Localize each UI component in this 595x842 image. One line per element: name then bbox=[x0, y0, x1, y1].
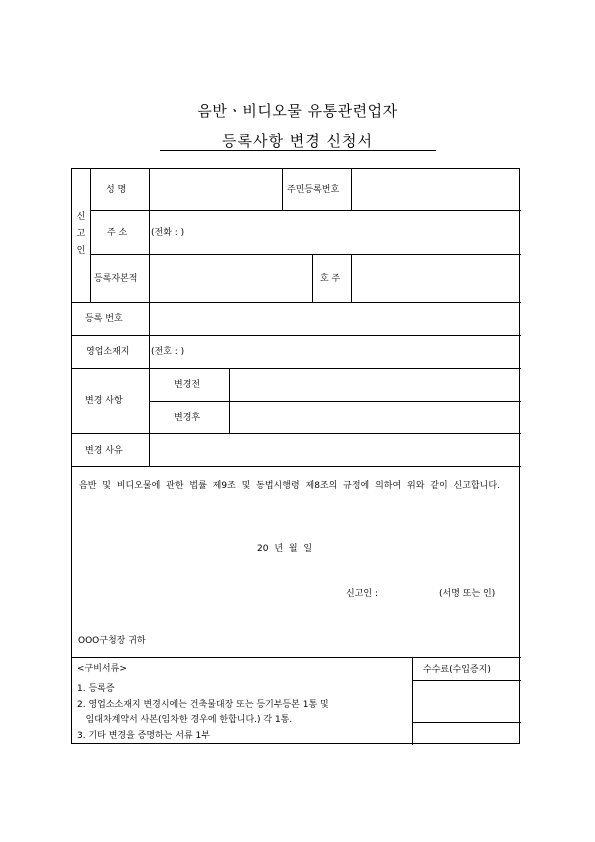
applicant-label-char: 신 bbox=[76, 212, 86, 222]
divider bbox=[72, 335, 521, 336]
divider bbox=[90, 169, 91, 302]
divider bbox=[72, 466, 521, 467]
applicant-label-char: 고 bbox=[76, 229, 86, 239]
divider bbox=[72, 657, 521, 658]
name-label: 성 명 bbox=[106, 185, 127, 195]
documents-header: <구비서류> bbox=[77, 664, 127, 674]
household-head-label: 호 주 bbox=[320, 274, 341, 284]
rrn-label: 주민등록번호 bbox=[287, 185, 340, 195]
title-underline bbox=[160, 150, 436, 151]
address-field[interactable]: (전화 : ) bbox=[151, 228, 185, 238]
signature-hint: (서명 또는 인) bbox=[439, 589, 496, 599]
declaration-date: 20 년 월 일 bbox=[257, 544, 313, 554]
divider bbox=[282, 169, 283, 210]
fee-label: 수수료(수입증지) bbox=[423, 665, 491, 675]
document-item: 임대차계약서 사본(임차한 경우에 한합니다.) 각 1통. bbox=[77, 715, 293, 725]
domicile-label: 등록자본적 bbox=[94, 274, 138, 284]
applicant-label-char: 인 bbox=[76, 246, 86, 256]
change-reason-label: 변경 사유 bbox=[85, 446, 123, 456]
before-change-field[interactable] bbox=[230, 369, 519, 400]
before-change-label: 변경전 bbox=[174, 380, 201, 390]
household-head-field[interactable] bbox=[352, 255, 519, 301]
address-label: 주 소 bbox=[107, 228, 128, 238]
after-change-label: 변경후 bbox=[174, 413, 201, 423]
business-location-label: 영업소재지 bbox=[86, 347, 130, 357]
revenue-stamp-box bbox=[413, 681, 519, 721]
domicile-field[interactable] bbox=[150, 255, 311, 301]
after-change-field[interactable] bbox=[230, 402, 519, 432]
form-title-line1: 음반ㆍ비디오물 유통관련업자 bbox=[197, 102, 398, 120]
form-title-line2: 등록사항 변경 신청서 bbox=[222, 132, 373, 150]
registration-number-label: 등록 번호 bbox=[85, 314, 123, 324]
signer-label: 신고인 : bbox=[346, 589, 378, 599]
rrn-field[interactable] bbox=[352, 170, 519, 209]
divider bbox=[412, 722, 521, 723]
business-location-field[interactable]: (전호 : ) bbox=[151, 347, 185, 357]
document-item: 3. 기타 변경을 증명하는 서류 1부 bbox=[77, 731, 210, 741]
document-item: 2. 영업소소재지 변경시에는 건축물대장 또는 등기부등본 1통 및 bbox=[77, 700, 329, 710]
registration-number-field[interactable] bbox=[150, 303, 519, 334]
declaration-text: 음반 및 비디오물에 관한 법률 제9조 및 동법시행령 제8조의 규정에 의하여 위와 같이 신고합니다. bbox=[79, 481, 500, 491]
application-form bbox=[71, 168, 520, 744]
applicant-section-label bbox=[72, 211, 90, 257]
document-item: 1. 등록증 bbox=[77, 684, 115, 694]
divider bbox=[312, 254, 313, 302]
addressee: OOO구청장 귀하 bbox=[78, 636, 146, 646]
divider bbox=[90, 210, 521, 211]
name-field[interactable] bbox=[150, 170, 281, 209]
change-items-label: 변경 사항 bbox=[85, 396, 123, 406]
change-reason-field[interactable] bbox=[150, 434, 519, 465]
